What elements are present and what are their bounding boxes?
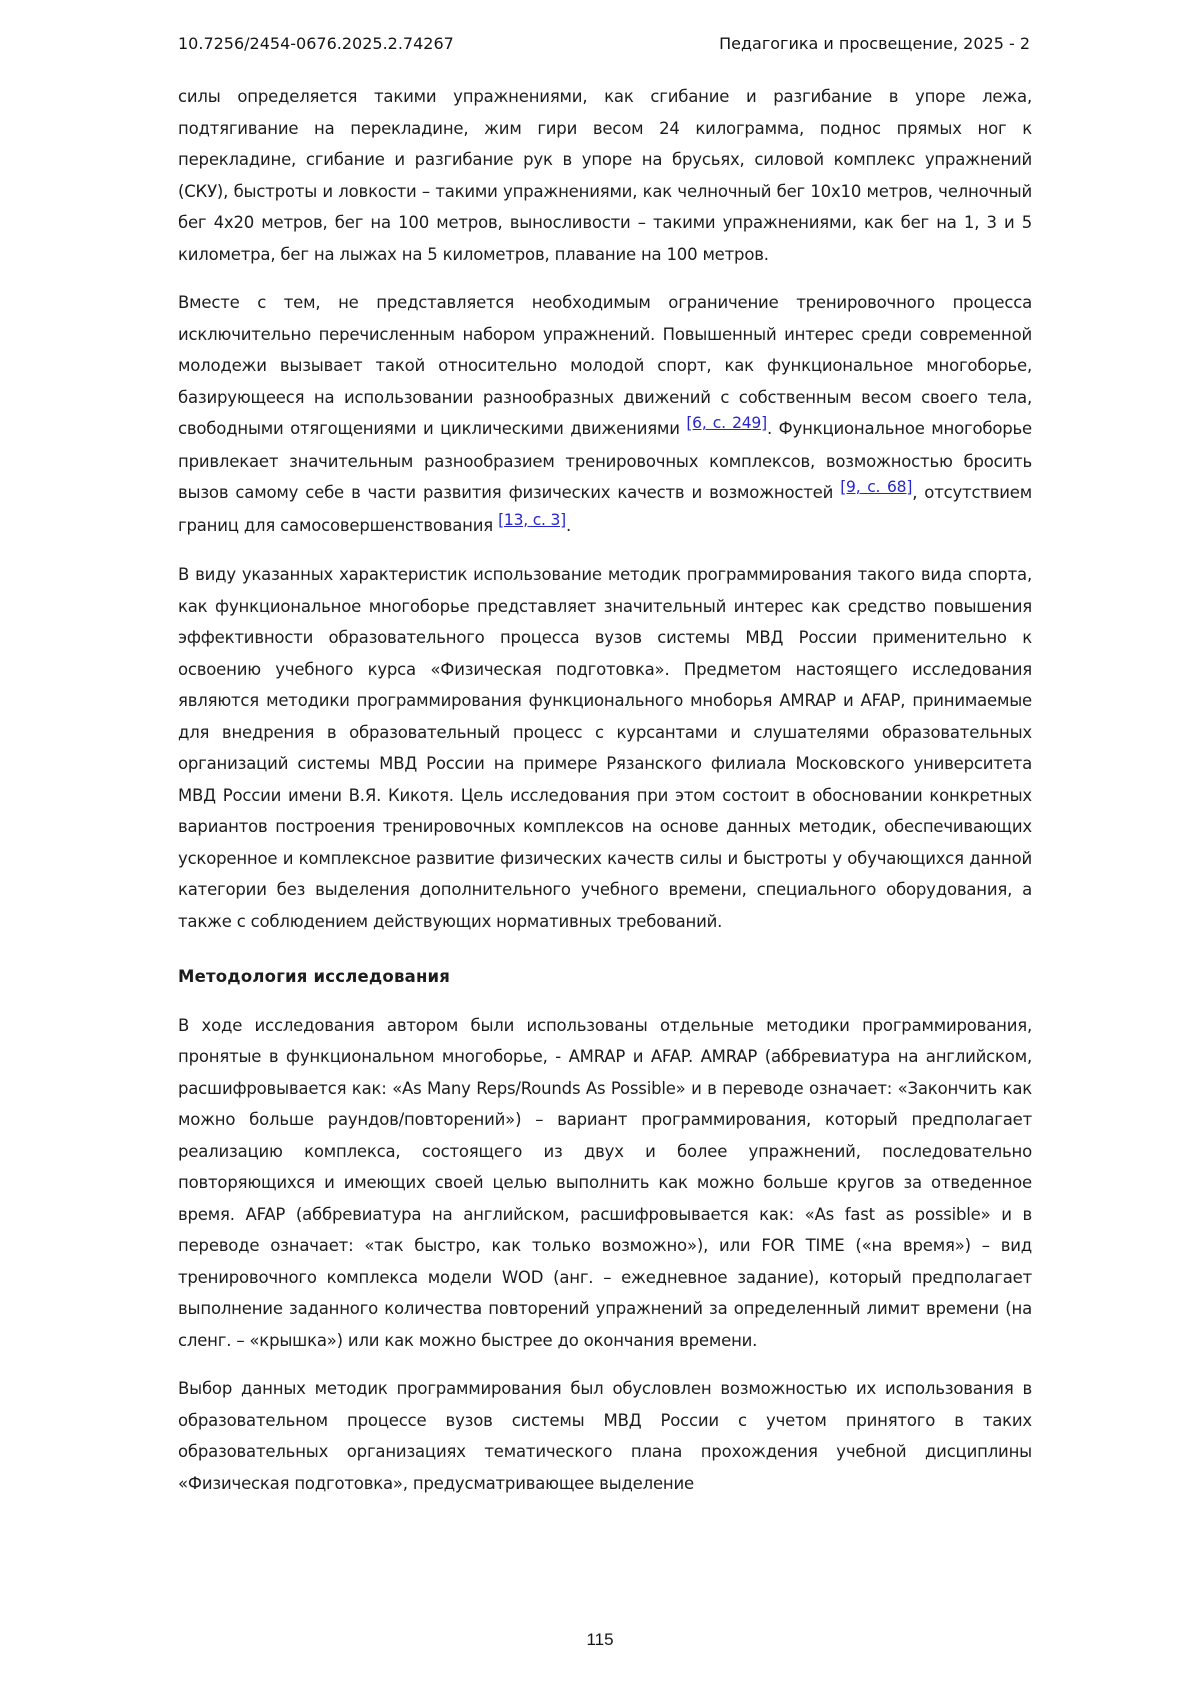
page-footer xyxy=(0,1630,1200,1650)
paragraph-text: , отсутствием границ для самосовершенствования xyxy=(178,483,1032,535)
journal-title: Педагогика и просвещение, 2025 - 2 xyxy=(719,34,1030,53)
citation-link-9[interactable]: [9, с. 68] xyxy=(840,478,913,496)
paragraph-functional-allround xyxy=(178,287,1032,542)
citation-link-13[interactable]: [13, с. 3] xyxy=(498,510,566,529)
citation-link-6[interactable]: [6, с. 249] xyxy=(686,414,767,432)
section-heading-methodology: Методология исследования xyxy=(178,967,451,986)
paragraph-text: Вместе с тем, не представляется необходимым ограничение тренировочного процесса исключительно перечисленным набором упражнений. Повышенный интерес среди современной молодежи вызывает такой относительно молодой спорт, как функциональное многоборье, базирующееся на использовании разнообразных движений с собственным весом своего тела, свободными отягощениями и циклическими движениями xyxy=(178,293,1032,438)
page-header xyxy=(0,0,1200,53)
page-number: 115 xyxy=(586,1630,614,1649)
paragraph-amrap-afap: В ходе исследования автором были использованы отдельные методики программирования, пронятые в функциональном многоборье, - AMRAP и AFAP. AMRAP (аббревиатура на английском, расшифровывается как: «As Many Reps/Rounds As Possible» и в переводе означает: «Закончить как можно больше раундов/повторений») – вариант программирования, который предполагает реализацию комплекса, состоящего из двух и более упражнений, последовательно повторяющихся и имеющих своей целью выполнить как можно больше кругов за отведенное время. AFAP (аббревиатура на английском, расшифровывается как: «As fast as possible» и в переводе означает: «так быстро, как только возможно»), или FOR TIME («на время») – вид тренировочного комплекса модели WOD (анг. – ежедневное задание), который предполагает выполнение заданного количества повторений упражнений за определенный лимит времени (на сленг. – «крышка») или как можно быстрее до окончания времени. xyxy=(178,1015,1032,1350)
paragraph-method-choice: Выбор данных методик программирования был обусловлен возможностью их использования в образовательном процессе вузов системы МВД России с учетом принятого в таких образовательных организациях тематического плана прохождения учебной дисциплины «Физическая подготовка», предусматривающее выделение xyxy=(178,1379,1032,1493)
paragraph-exercises: силы определяется такими упражнениями, как сгибание и разгибание в упоре лежа, подтягивание на перекладине, жим гири весом 24 килограмма, поднос прямых ног к перекладине, сгибание и разгибание рук в упоре на брусьях, силовой комплекс упражнений (СКУ), быстроты и ловкости – такими упражнениями, как челночный бег 10х10 метров, челночный бег 4х20 метров, бег на 100 метров, выносливости – такими упражнениями, как бег на 1, 3 и 5 километра, бег на лыжах на 5 километров, плавание на 100 метров. xyxy=(178,87,1032,264)
article-body xyxy=(0,53,1200,1499)
doi: 10.7256/2454-0676.2025.2.74267 xyxy=(178,34,454,53)
paragraph-text: . Функциональное многоборье привлекает значительным разнообразием тренировочных комплексов, возможностью бросить вызов самому себе в части развития физических качеств и возможностей xyxy=(178,419,1033,502)
paragraph-text: . xyxy=(566,515,572,535)
paragraph-research-subject: В виду указанных характеристик использование методик программирования такого вида спорта, как функциональное многоборье представляет значительный интерес как средство повышения эффективности образовательного процесса вузов системы МВД России применительно к освоению учебного курса «Физическая подготовка». Предметом настоящего исследования являются методики программирования функционального мноборья AMRAP и AFAP, принимаемые для внедрения в образовательный процесс с курсантами и слушателями образовательных организаций системы МВД России на примере Рязанского филиала Московского университета МВД России имени В.Я. Кикотя. Цель исследования при этом состоит в обосновании конкретных вариантов построения тренировочных комплексов на основе данных методик, обеспечивающих ускоренное и комплексное развитие физических качеств силы и быстроты у обучающихся данной категории без выделения дополнительного учебного времени, специального оборудования, а также с соблюдением действующих нормативных требований. xyxy=(178,565,1032,931)
